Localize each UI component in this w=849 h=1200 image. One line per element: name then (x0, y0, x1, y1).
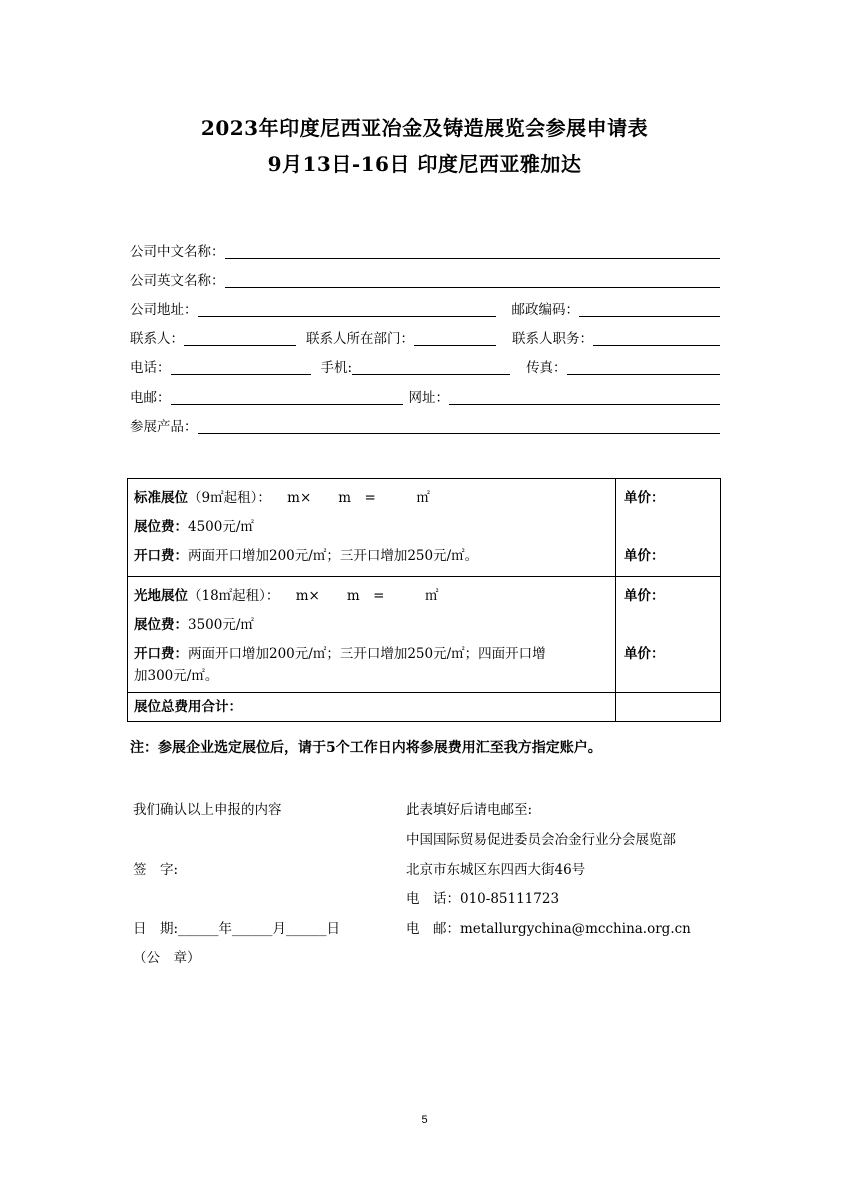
contact-label: 联系人： (130, 331, 184, 347)
page-title: 2023年印度尼西亚冶金及铸造展览会参展申请表 (200, 116, 649, 140)
raw-opening-value-2: 加300元/㎡。 (134, 668, 219, 684)
website-label: 网址： (408, 390, 449, 406)
company-en-field[interactable] (225, 274, 721, 288)
raw-booth-formula: m× m = ㎡ (295, 588, 439, 604)
department-label: 联系人所在部门： (306, 331, 414, 347)
sign-label: 签 字: (133, 862, 179, 878)
standard-opening-value: 两面开口增加200元/㎡；三开口增加250元/㎡。 (188, 548, 479, 564)
total-value-cell[interactable] (616, 693, 721, 722)
contact-org: 中国国际贸易促进委员会冶金行业分会展览部 (406, 832, 676, 848)
standard-unit-price-label-2: 单价： (624, 548, 665, 564)
standard-booth-formula: m× m = ㎡ (287, 490, 430, 506)
fax-label: 传真： (526, 360, 567, 376)
raw-booth-spec: （18㎡起租）： (188, 588, 280, 604)
standard-booth-row (128, 479, 721, 577)
date-label: 日 期:______年______月______日 (133, 921, 341, 937)
email-field[interactable] (171, 391, 403, 405)
contact-phone: 电 话：010-85111723 (406, 891, 560, 907)
standard-booth-cell (128, 479, 616, 577)
website-field[interactable] (449, 391, 720, 405)
postcode-label: 邮政编码： (511, 302, 579, 318)
address-row (130, 300, 720, 320)
raw-unit-price-label-2: 单价： (624, 646, 665, 662)
company-cn-label: 公司中文名称： (130, 244, 225, 260)
payment-note: 注：参展企业选定展位后，请于5个工作日内将参展费用汇至我方指定账户。 (130, 740, 602, 756)
total-label: 展位总费用合计： (134, 699, 242, 715)
contact-intro: 此表填好后请电邮至: (406, 802, 533, 818)
mobile-label: 手机: (320, 360, 353, 376)
total-label-cell (128, 693, 616, 722)
page-number: 5 (421, 1114, 428, 1126)
products-label: 参展产品： (130, 419, 198, 435)
contact-row (130, 329, 720, 349)
raw-booth-row (128, 577, 721, 693)
standard-fee-value: 4500元/㎡ (188, 519, 254, 535)
confirm-text: 我们确认以上申报的内容 (133, 802, 282, 818)
postcode-field[interactable] (579, 303, 720, 317)
fax-field[interactable] (567, 361, 720, 375)
email-row (130, 388, 720, 408)
products-row (130, 417, 720, 437)
standard-booth-spec: （9㎡起租）： (188, 490, 271, 506)
raw-opening-label: 开口费： (134, 646, 188, 662)
products-field[interactable] (198, 420, 721, 434)
raw-fee-value: 3500元/㎡ (188, 617, 254, 633)
raw-price-cell[interactable] (616, 577, 721, 693)
position-label: 联系人职务： (512, 331, 593, 347)
email-label: 电邮： (130, 390, 171, 406)
raw-fee-label: 展位费： (134, 617, 188, 633)
contact-field[interactable] (184, 332, 296, 346)
raw-booth-cell (128, 577, 616, 693)
address-field[interactable] (198, 303, 496, 317)
company-cn-field[interactable] (225, 245, 721, 259)
company-en-row (130, 271, 720, 291)
standard-fee-label: 展位费： (134, 519, 188, 535)
address-label: 公司地址： (130, 302, 198, 318)
contact-email[interactable]: 电 邮：metallurgychina@mcchina.org.cn (406, 921, 691, 937)
raw-opening-value-1: 两面开口增加200元/㎡；三开口增加250元/㎡；四面开口增 (188, 646, 546, 662)
phone-field[interactable] (171, 361, 311, 375)
standard-unit-price-label-1: 单价： (624, 490, 665, 506)
company-en-label: 公司英文名称： (130, 273, 225, 289)
mobile-field[interactable] (352, 361, 510, 375)
standard-price-cell[interactable] (616, 479, 721, 577)
phone-row (130, 358, 720, 378)
company-cn-row (130, 242, 720, 262)
standard-booth-title: 标准展位 (134, 490, 188, 506)
total-row (128, 693, 721, 722)
standard-opening-label: 开口费： (134, 548, 188, 564)
department-field[interactable] (414, 332, 496, 346)
booth-table (127, 478, 721, 722)
phone-label: 电话： (130, 360, 171, 376)
seal-label: （公 章） (133, 950, 201, 966)
position-field[interactable] (593, 332, 720, 346)
raw-unit-price-label-1: 单价： (624, 588, 665, 604)
raw-booth-title: 光地展位 (134, 588, 188, 604)
contact-address: 北京市东城区东四西大街46号 (406, 862, 586, 878)
page-subtitle: 9月13日-16日 印度尼西亚雅加达 (267, 152, 582, 176)
